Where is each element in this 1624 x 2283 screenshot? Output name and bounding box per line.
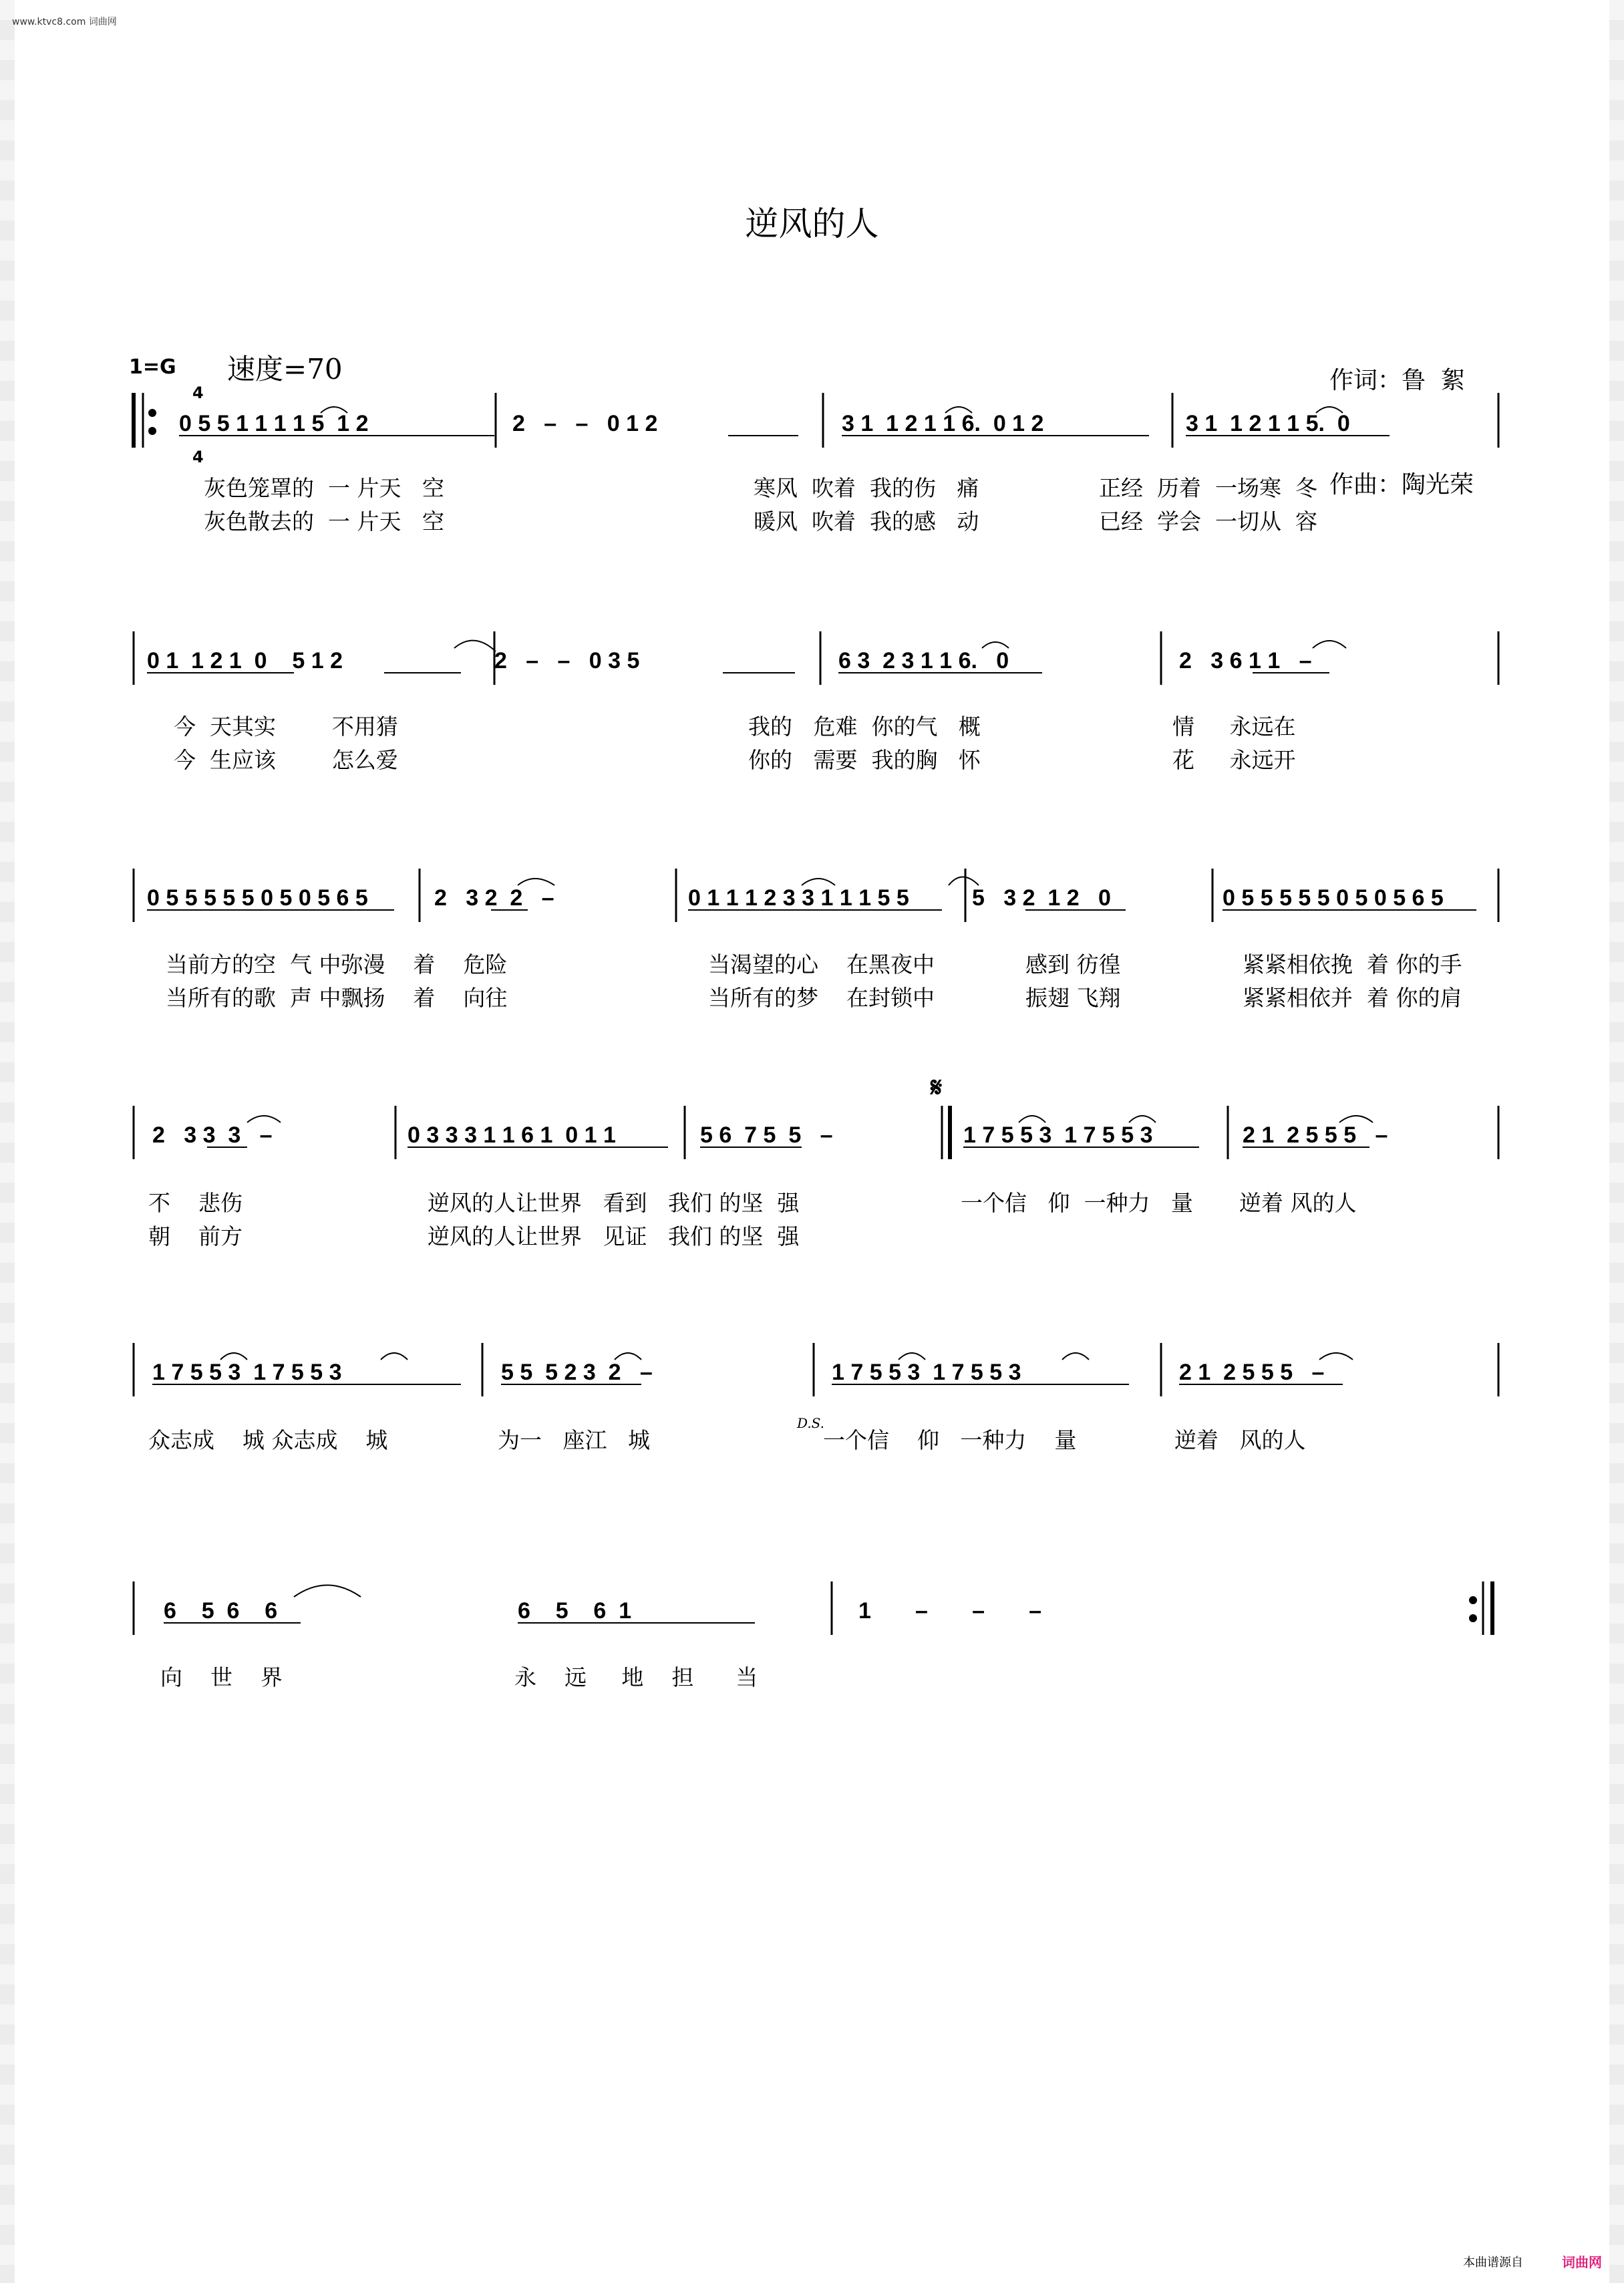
system-3-measure-2: 2 3 2 2 – <box>434 885 554 911</box>
system-1-lyric-2c: 已经 学会 一切从 容 <box>1099 508 1317 535</box>
system-5-lyric-b: 为一 座江 城 <box>498 1427 650 1453</box>
system-3-measure-4: 5 3 2 1 2 0 <box>972 885 1111 911</box>
system-6-lyric-a: 向 世 界 <box>160 1664 283 1690</box>
system-3-lyric-2b: 当所有的梦 在封锁中 <box>708 985 935 1011</box>
segno-sign: 𝄋 <box>931 1072 943 1103</box>
system-1-lyric-2b: 暖风 吹着 我的感 动 <box>754 508 979 535</box>
system-2-measure-4: 2 3 6 1 1 – <box>1179 648 1312 673</box>
key-signature: 1=G <box>129 355 176 379</box>
system-2-lyric-2b: 你的 需要 我的胸 怀 <box>748 747 981 773</box>
system-2-measure-1: 0 1 1 2 1 0 5 1 2 <box>147 648 343 673</box>
system-3-lyric-2c: 振翅 飞翔 <box>1025 985 1121 1011</box>
system-4-measure-4: 1 7 5 5 3 1 7 5 5 3 <box>963 1122 1153 1148</box>
footer-logo[interactable]: 词曲网 <box>1562 2254 1602 2270</box>
system-5-lyric-a: 众志成 城 众志成 城 <box>148 1427 388 1453</box>
system-6-measure-2: 6 5 6 1 <box>518 1598 632 1624</box>
system-5-measure-3: 1 7 5 5 3 1 7 5 5 3 <box>832 1360 1021 1385</box>
system-4-lyric-1d: 逆着 风的人 <box>1239 1190 1357 1216</box>
system-1-measure-3: 3 1 1 2 1 1 6. 0 1 2 <box>842 411 1044 436</box>
system-4-lyric-1b: 逆风的人让世界 看到 我们 的坚 强 <box>428 1190 800 1216</box>
system-1-measure-2: 2 – – 0 1 2 <box>512 411 658 436</box>
system-1-measure-4: 3 1 1 2 1 1 5. 0 <box>1186 411 1350 436</box>
system-2-lyric-2c: 花 永远开 <box>1172 747 1296 773</box>
system-1-lyric-1b: 寒风 吹着 我的伤 痛 <box>754 475 979 501</box>
system-4-measure-3: 5 6 7 5 5 – <box>700 1122 833 1148</box>
system-6-measure-1: 6 5 6 6 <box>164 1598 278 1624</box>
system-4-measure-1: 2 3 3 3 – <box>152 1122 273 1148</box>
system-6-measure-3: 1 – – – <box>858 1598 1042 1624</box>
system-4-measure-5: 2 1 2 5 5 5 – <box>1243 1122 1388 1148</box>
song-title: 逆风的人 <box>745 204 879 243</box>
system-1-lyric-2a: 灰色散去的 一 片天 空 <box>204 508 444 535</box>
tempo: 速度=70 <box>227 353 343 386</box>
system-1-measure-1: 0 5 5 1 1 1 1 5 1 2 <box>179 411 369 436</box>
system-3-lyric-1b: 当渴望的心 在黑夜中 <box>708 951 935 977</box>
system-4-measure-2: 0 3 3 3 1 1 6 1 0 1 1 <box>408 1122 616 1148</box>
system-3-lyric-2a: 当所有的歌 声 中飘扬 着 向往 <box>166 985 508 1011</box>
time-signature-top: 4 <box>192 384 204 402</box>
system-2-lyric-2a: 今 生应该 怎么爱 <box>174 747 398 773</box>
system-1-lyric-1a: 灰色笼罩的 一 片天 空 <box>204 475 444 501</box>
watermark: www.ktvc8.com 词曲网 <box>12 17 117 27</box>
system-4-lyric-1a: 不 悲伤 <box>148 1190 242 1216</box>
system-2-measure-3: 6 3 2 3 1 1 6. 0 <box>838 648 1009 673</box>
system-5-measure-4: 2 1 2 5 5 5 – <box>1179 1360 1325 1385</box>
system-3-lyric-1c: 感到 彷徨 <box>1025 951 1121 977</box>
system-1-lyric-1c: 正经 历着 一场寒 冬 <box>1099 475 1317 501</box>
system-2-lyric-1c: 情 永远在 <box>1172 714 1296 740</box>
system-3-lyric-1a: 当前方的空 气 中弥漫 着 危险 <box>166 951 508 977</box>
system-3-measure-1: 0 5 5 5 5 5 0 5 0 5 6 5 <box>147 885 368 911</box>
footer-source-text: 本曲谱源自 <box>1463 2256 1523 2270</box>
system-5-lyric-c: 一个信 仰 一种力 量 <box>823 1427 1077 1453</box>
system-3-measure-5: 0 5 5 5 5 5 0 5 0 5 6 5 <box>1223 885 1444 911</box>
lyricist: 作词：鲁 絮 <box>1329 367 1465 394</box>
system-3-lyric-2d: 紧紧相依并 着 你的肩 <box>1243 985 1462 1011</box>
system-4-lyric-2a: 朝 前方 <box>148 1223 242 1249</box>
system-5-lyric-d: 逆着 风的人 <box>1174 1427 1306 1453</box>
ds-mark: D.S. <box>797 1415 825 1431</box>
system-4-lyric-1c: 一个信 仰 一种力 量 <box>961 1190 1193 1216</box>
system-2-measure-2: 2 – – 0 3 5 <box>494 648 640 673</box>
composer: 作曲：陶光荣 <box>1329 471 1474 498</box>
system-4-lyric-2b: 逆风的人让世界 见证 我们 的坚 强 <box>428 1223 800 1249</box>
system-5-measure-1: 1 7 5 5 3 1 7 5 5 3 <box>152 1360 342 1385</box>
system-6-lyric-b: 永 远 地 担 当 <box>514 1664 758 1690</box>
system-3-lyric-1d: 紧紧相依挽 着 你的手 <box>1243 951 1462 977</box>
time-signature-bottom: 4 <box>192 448 204 466</box>
system-2-lyric-1a: 今 天其实 不用猜 <box>174 714 398 740</box>
system-5-measure-2: 5 5 5 2 3 2 – <box>501 1360 653 1385</box>
system-2-lyric-1b: 我的 危难 你的气 概 <box>748 714 981 740</box>
system-3-measure-3: 0 1 1 1 2 3 3 1 1 1 5 5 <box>688 885 909 911</box>
